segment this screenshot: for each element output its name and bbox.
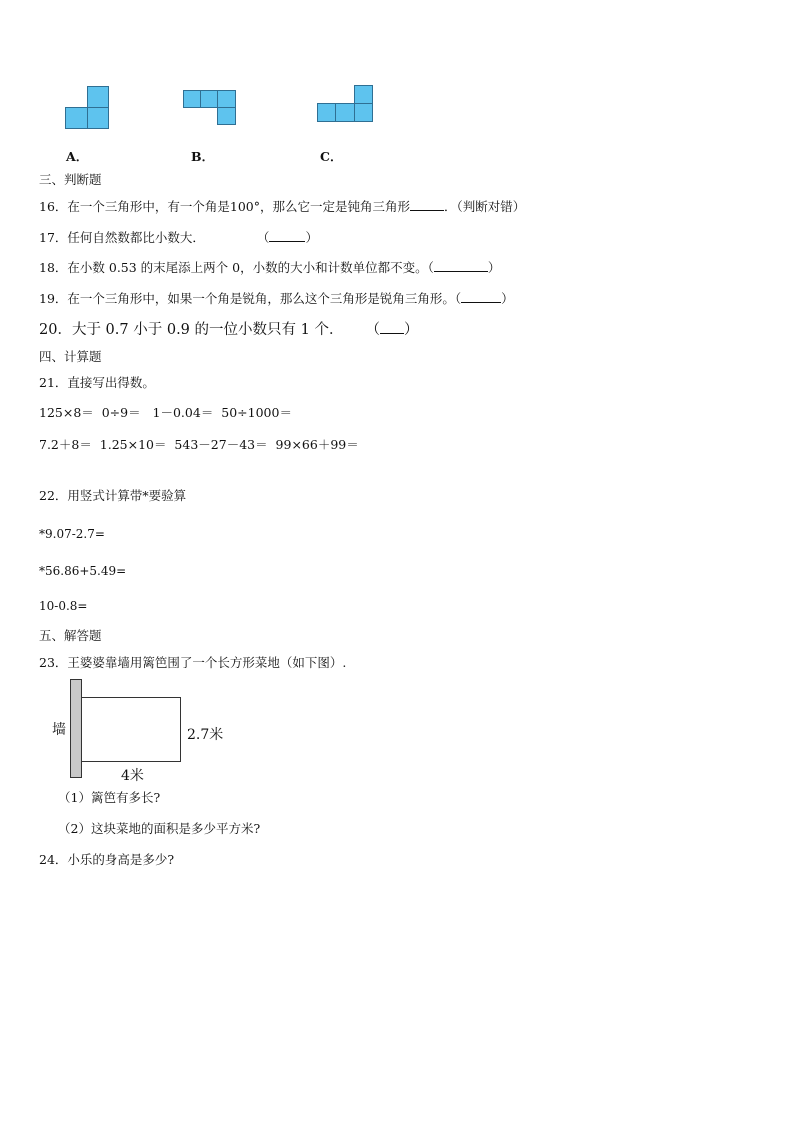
question-20-text: 20．大于 0.7 小于 0.9 的一位小数只有 1 个． <box>39 322 344 338</box>
question-21: 21．直接写出得数。 <box>39 375 155 390</box>
answer-blank[interactable] <box>269 229 305 242</box>
option-a-shape <box>65 86 109 130</box>
answer-blank[interactable] <box>461 290 501 303</box>
question-22: 22．用竖式计算带*要验算 <box>39 488 187 503</box>
paren-close: ） <box>501 291 514 306</box>
question-16-tail: ．（判断对错） <box>444 199 526 214</box>
section-5-title: 五、解答题 <box>39 628 102 643</box>
vertical-calc-3: 10-0.8= <box>39 599 88 613</box>
option-c-shape <box>317 85 373 123</box>
square-cell <box>183 90 201 108</box>
answer-blank[interactable] <box>380 321 404 334</box>
option-c-label: C． <box>320 149 343 164</box>
calc-row-1: 125×8＝ 0÷9＝ 1－0.04＝ 50÷1000＝ <box>39 405 292 420</box>
wall-label: 墙 <box>52 722 66 738</box>
paren-open: （ <box>365 322 380 338</box>
answer-blank[interactable] <box>434 259 488 272</box>
height-label: 2.7米 <box>187 727 224 743</box>
square-cell <box>335 103 355 122</box>
question-18 <box>39 259 500 276</box>
sub-question-2: （2）这块菜地的面积是多少平方米? <box>58 821 261 836</box>
square-cell <box>354 103 373 122</box>
paren-open: （ <box>256 230 270 245</box>
square-cell <box>317 103 336 122</box>
section-4-title: 四、计算题 <box>39 349 102 364</box>
question-23: 23．王婆婆靠墙用篱笆围了一个长方形菜地（如下图）. <box>39 655 347 670</box>
width-label: 4米 <box>121 768 144 784</box>
question-16 <box>39 198 525 215</box>
section-3-title: 三、判断题 <box>39 172 102 187</box>
question-19 <box>39 290 514 307</box>
question-17 <box>39 229 318 246</box>
option-b-label: B． <box>191 149 215 164</box>
square-cell <box>217 107 236 125</box>
calc-row-2: 7.2＋8＝ 1.25×10＝ 543－27－43＝ 99×66＋99＝ <box>39 437 359 452</box>
vegetable-plot-rectangle <box>82 697 181 762</box>
paren-close: ） <box>487 260 501 275</box>
question-17-text: 17．任何自然数都比小数大． <box>39 230 205 245</box>
option-a-label: A． <box>66 149 89 164</box>
square-cell <box>200 90 218 108</box>
square-cell <box>65 107 88 129</box>
paren-close: ） <box>305 230 318 245</box>
question-16-text: 16．在一个三角形中，有一个角是100°，那么它一定是钝角三角形 <box>39 199 411 214</box>
sub-question-1: （1）篱笆有多长? <box>58 790 161 805</box>
square-cell <box>217 90 236 108</box>
square-cell <box>354 85 373 104</box>
square-cell <box>87 107 109 129</box>
paren-close: ） <box>403 322 419 338</box>
question-18-text: 18．在小数 0.53 的末尾添上两个 0，小数的大小和计数单位都不变。（ <box>39 260 434 275</box>
option-b-shape <box>183 90 236 126</box>
question-24: 24．小乐的身高是多少? <box>39 852 175 867</box>
wall-bar <box>70 679 82 778</box>
question-19-text: 19．在一个三角形中，如果一个角是锐角，那么这个三角形是锐角三角形。（ <box>39 291 462 306</box>
square-cell <box>87 86 109 108</box>
answer-blank[interactable] <box>410 198 444 211</box>
vertical-calc-2: *56.86+5.49= <box>39 564 127 578</box>
vertical-calc-1: *9.07-2.7= <box>39 527 105 541</box>
question-20 <box>39 321 418 338</box>
